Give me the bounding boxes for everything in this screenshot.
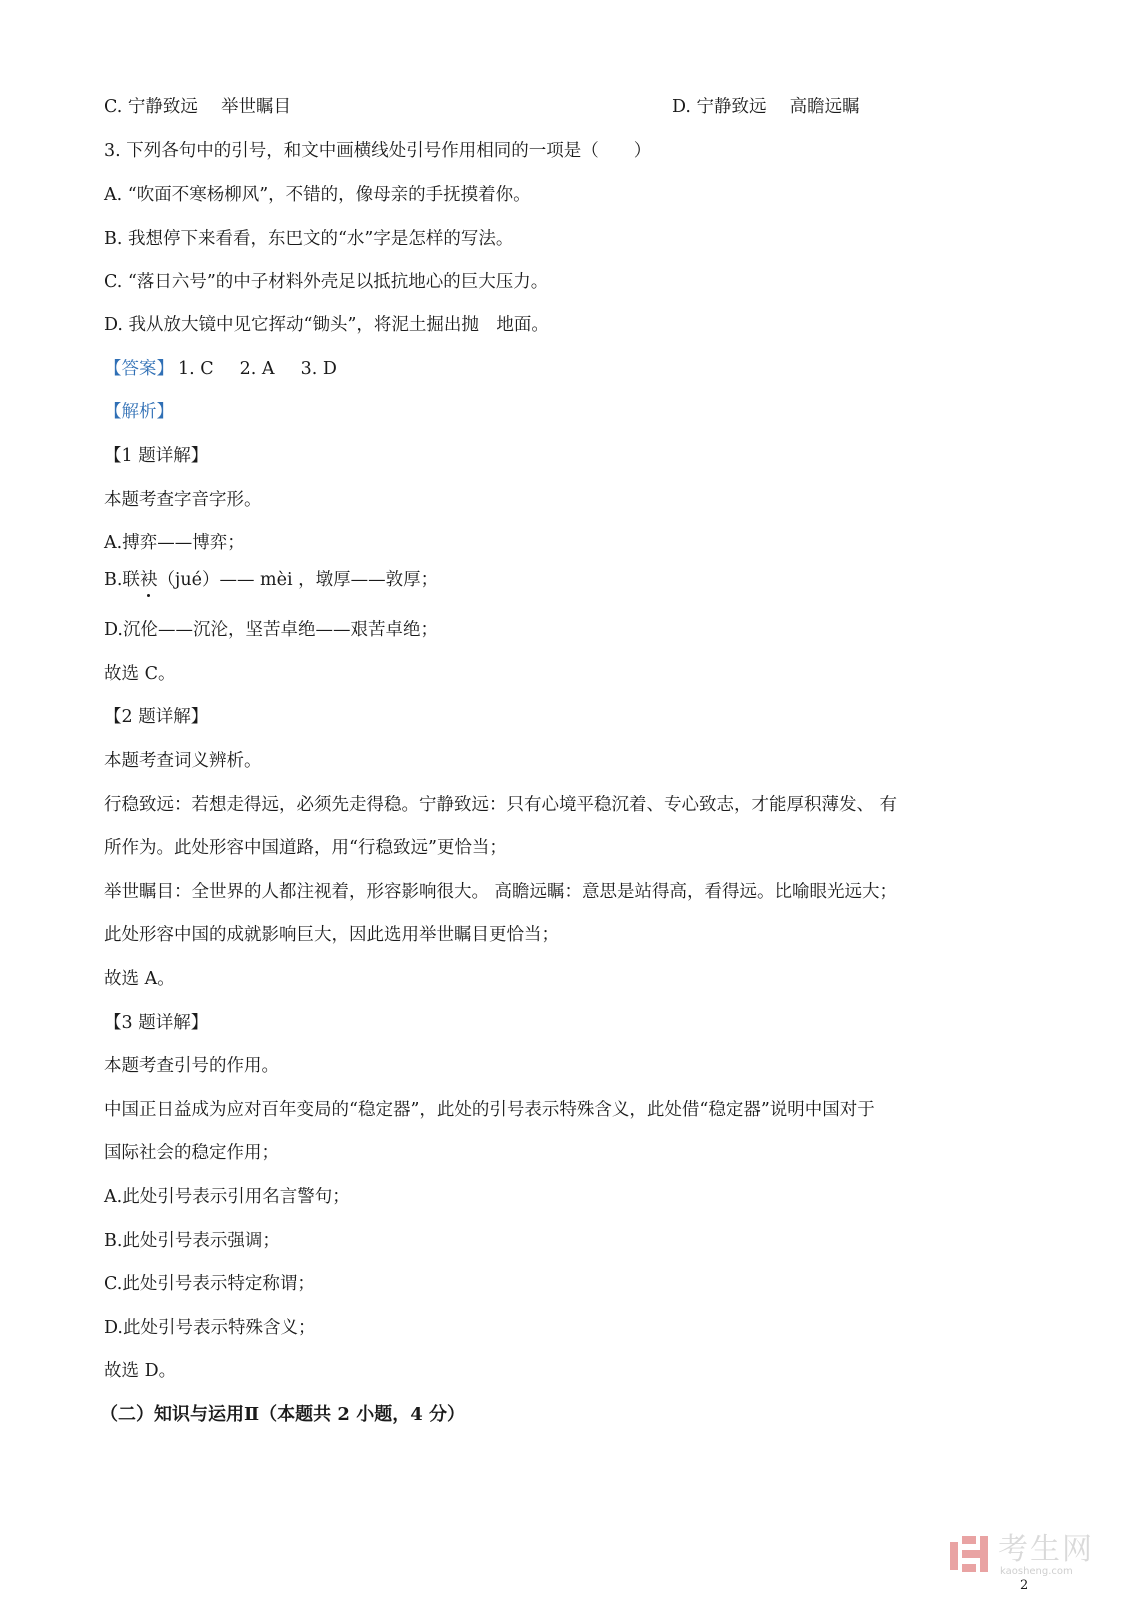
detail1-option-a: A.搏弈——博弈；: [104, 533, 245, 553]
detail3-conclusion: 故选 D。: [104, 1361, 177, 1381]
detail3-intro: 本题考查引号的作用。: [104, 1056, 279, 1076]
detail1-conclusion: 故选 C。: [104, 664, 176, 684]
detail2-para1-line1: 行稳致远：若想走得远，必须先走得稳。宁静致远：只有心境平稳沉着、专心致志，才能厚积薄发、 有: [104, 795, 898, 815]
detail1-intro: 本题考查字音字形。: [104, 490, 262, 510]
detail1-option-b: [104, 569, 438, 591]
q2-option-c: [104, 96, 860, 118]
detail2-conclusion: 故选 A。: [104, 969, 175, 989]
answer-label: 【答案】: [104, 359, 174, 379]
q2-option-c-text: C. 宁静致远 举世瞩目: [104, 97, 291, 117]
detail1-b-prefix: B.联: [104, 570, 140, 590]
detail2-title: 【2 题详解】: [104, 707, 209, 727]
q3-stem: 3. 下列各句中的引号，和文中画横线处引号作用相同的一项是（ ）: [104, 141, 652, 161]
watermark-url: kaosheng.com: [1000, 1566, 1073, 1577]
detail1-b-suffix: （jué）—— mèi ，墩厚——敦厚；: [157, 570, 439, 590]
section-heading: （二）知识与运用Ⅱ（本题共 2 小题，4 分）: [100, 1404, 466, 1425]
detail2-intro: 本题考查词义辨析。: [104, 751, 262, 771]
detail2-para1-line2: 所作为。此处形容中国道路，用“行稳致远”更恰当；: [104, 838, 507, 858]
analysis-label: 【解析】: [104, 402, 174, 422]
q3-option-d: D. 我从放大镜中见它挥动“锄头”，将泥土掘出抛 地面。: [104, 315, 549, 335]
detail3-option-a: A.此处引号表示引用名言警句；: [104, 1187, 350, 1207]
detail3-para1-line1: 中国正日益成为应对百年变局的“稳定器”，此处的引号表示特殊含义，此处借“稳定器”说明中国对于: [104, 1100, 875, 1120]
q2-option-d-text: D. 宁静致远 高瞻远瞩: [672, 97, 860, 117]
detail3-title: 【3 题详解】: [104, 1013, 209, 1033]
detail3-option-b: B.此处引号表示强调；: [104, 1231, 280, 1251]
kaosheng-logo-icon: [950, 1536, 990, 1576]
q3-option-c: C. “落日六号”的中子材料外壳足以抵抗地心的巨大压力。: [104, 272, 549, 292]
answer-line: [104, 358, 337, 380]
detail3-option-d: D.此处引号表示特殊含义；: [104, 1318, 316, 1338]
page-number: 2: [1020, 1578, 1029, 1593]
detail2-para2-line1: 举世瞩目：全世界的人都注视着，形容影响很大。 高瞻远瞩：意思是站得高，看得远。比喻眼光远大；: [104, 882, 898, 902]
emphasis-dotted-char: 袂: [139, 570, 158, 590]
q3-option-b: B. 我想停下来看看，东巴文的“水”字是怎样的写法。: [104, 229, 514, 249]
detail3-para1-line2: 国际社会的稳定作用；: [104, 1143, 279, 1163]
watermark-name: 考生网: [998, 1532, 1094, 1567]
answer-item: 1. C: [178, 359, 214, 379]
q3-option-a: A. “吹面不寒杨柳风”，不错的，像母亲的手抚摸着你。: [104, 185, 531, 205]
detail2-para2-line2: 此处形容中国的成就影响巨大，因此选用举世瞩目更恰当；: [104, 925, 559, 945]
answer-item: 3. D: [300, 359, 337, 379]
detail1-option-d: D.沉伦——沉沦，坚苦卓绝——艰苦卓绝；: [104, 620, 438, 640]
detail1-title: 【1 题详解】: [104, 446, 209, 466]
detail3-option-c: C.此处引号表示特定称谓；: [104, 1274, 315, 1294]
kaosheng-watermark: [950, 1532, 1110, 1580]
answer-item: 2. A: [239, 359, 275, 379]
